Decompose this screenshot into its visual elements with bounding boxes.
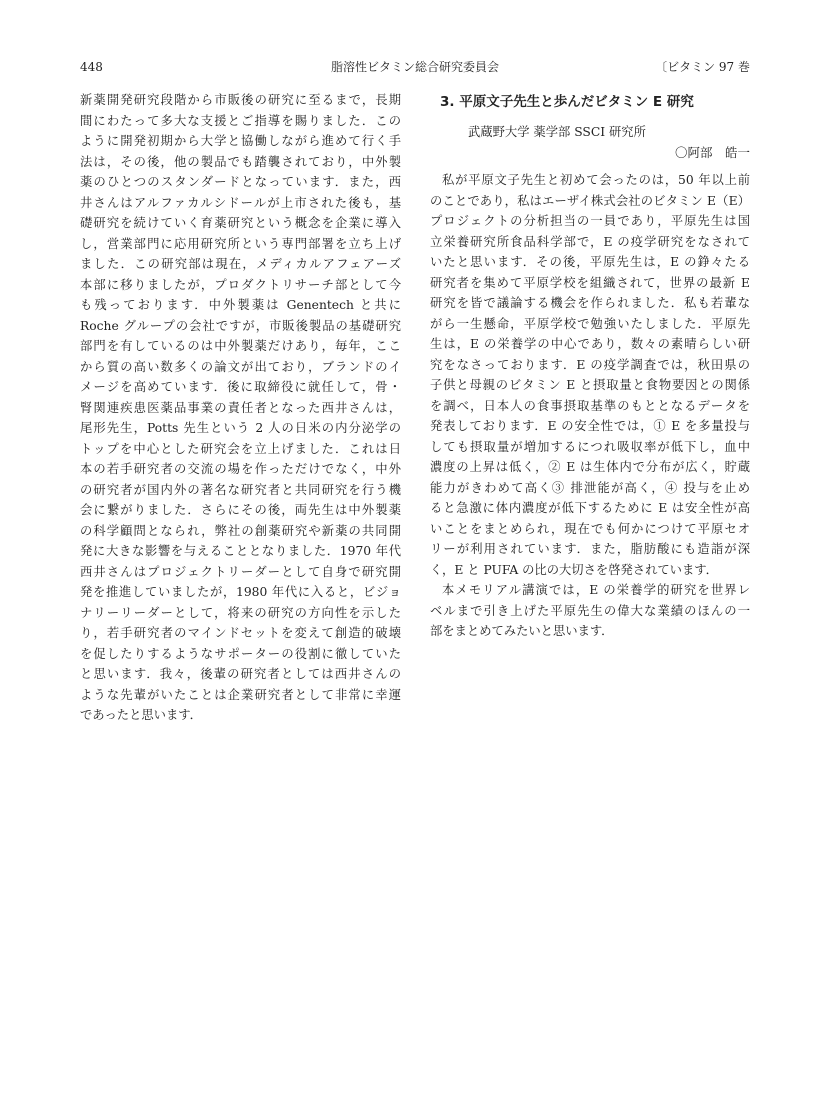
text-line: 子供と母親のビタミン E と摂取量と食物要因との関係 (430, 378, 750, 392)
text-line: し，営業部門に応用研究所という専門部署を立ち上げ (80, 236, 401, 251)
text-line: 発を推進していましたが，1980 年代に入ると，ビジョ (80, 585, 401, 599)
text-line: 濃度の上昇は低く，② E は生体内で分布が広く，貯蔵 (430, 460, 750, 474)
text-line: を促したりするようなサポーターの役割に徹していた (80, 646, 401, 661)
text-line: プロジェクトの分析担当の一員であり，平原先生は国 (430, 214, 750, 228)
text-line: 立栄養研究所食品科学部で，E の疫学研究をなされて (430, 234, 750, 249)
text-line: 井さんはアルファカルシドールが上市された後も，基 (80, 195, 401, 210)
text-line: 部門を有しているのは中外製薬だけあり，毎年，ここ (80, 339, 401, 353)
right-column (430, 90, 750, 642)
text-line: 部をまとめてみたいと思います． (430, 624, 614, 638)
left-column (80, 90, 401, 726)
text-line: 間にわたって多大な支援とご指導を賜りました．この (80, 113, 401, 128)
text-line: ように開発初期から大学と協働しながら進めて行く手 (80, 134, 401, 148)
text-line: 能力がきわめて高く③ 排泄能が高く，④ 投与を止め (430, 480, 750, 495)
text-line: 本部に移りましたが，プロダクトリサーチ部として今 (80, 277, 401, 292)
text-line: と思います．我々，後輩の研究者としては西井さんの (80, 667, 401, 681)
text-line: 薬のひとつのスタンダードとなっています．また，西 (80, 175, 401, 189)
text-line: トップを中心とした研究会を立上げました．これは日 (80, 441, 401, 456)
author-name: 〇阿部 皓一 (674, 144, 750, 160)
text-line: も残っております．中外製薬は Genentech と共に (80, 298, 401, 312)
text-line: 西井さんはプロジェクトリーダーとして自身で研究開 (80, 564, 401, 579)
paragraph-2 (430, 580, 750, 642)
text-line: 究をなさっております．E の疫学調査では，秋田県の (430, 357, 750, 372)
text-line: 法は，その後，他の製品でも踏襲されており，中外製 (80, 154, 401, 169)
text-line: 研究を皆で議論する機会を作られました．私も若輩な (430, 296, 750, 310)
text-line: 本の若手研究者の交流の場を作っただけでなく，中外 (80, 462, 401, 476)
paragraph-1 (430, 170, 750, 580)
running-header (80, 58, 750, 76)
author-affiliation: 武蔵野大学 薬学部 SSCI 研究所 (468, 125, 646, 139)
text-line: がら一生懸命，平原学校で勉強いたしました．平原先 (430, 316, 750, 331)
text-line: く，E と PUFA の比の大切さを啓発されています． (430, 562, 718, 577)
text-line: 本メモリアル講演では，E の栄養学的研究を世界レ (442, 583, 750, 597)
page-number: 448 (80, 60, 103, 74)
text-line: ました．この研究部は現在，メディカルアフェアーズ (80, 257, 401, 271)
volume-label: 〔ビタミン 97 巻 (655, 60, 750, 74)
text-line: 会に繋がりました．さらにその後，両先生は中外製薬 (80, 503, 401, 517)
text-line: ると急激に体内濃度が低下するために E は安全性が高 (430, 501, 750, 515)
text-line: 研究者を集めて平原学校を組織されて，世界の最新 E (430, 275, 750, 290)
text-line: ナリーリーダーとして，将来の研究の方向性を示した (80, 605, 401, 620)
text-line: 尾形先生，Potts 先生という 2 人の日米の内分泌学の (80, 421, 401, 435)
text-line: 腎関連疾患医薬品事業の責任者となった西井さんは， (80, 400, 401, 415)
text-line: しても摂取量が増加するにつれ吸収率が低下し，血中 (430, 439, 750, 454)
text-line: を調べ，日本人の食事摂取基準のもととなるデータを (430, 398, 750, 413)
text-line: から質の高い数多くの論文が出ており，ブランドのイ (80, 359, 401, 374)
text-line: の科学顧問となられ，弊社の創薬研究や新薬の共同開 (80, 523, 401, 538)
journal-title: 脂溶性ビタミン総合研究委員会 (330, 60, 499, 74)
section-title: 3. 平原文子先生と歩んだビタミン E 研究 (440, 94, 694, 110)
text-line: リーが利用されています．また，脂肪酸にも造詣が深 (430, 542, 750, 556)
text-line: いたと思います．その後，平原先生は，E の錚々たる (430, 255, 750, 269)
text-line: 新薬開発研究段階から市販後の研究に至るまで，長期 (80, 93, 401, 107)
text-line: り，若手研究者のマインドセットを変えて創造的破壊 (80, 626, 401, 640)
text-line: の研究者が国内外の著名な研究者と共同研究を行う機 (80, 482, 401, 497)
text-line: 私が平原文子先生と初めて会ったのは，50 年以上前 (442, 173, 750, 187)
text-line: いことをまとめられ，現在でも何かにつけて平原セオ (430, 521, 750, 536)
text-line: ベルまで引き上げた平原先生の偉大な業績のほんの一 (430, 603, 750, 618)
text-line: 発に大きな影響を与えることとなりました．1970 年代 (80, 544, 401, 558)
text-line: 礎研究を続けていく育薬研究という概念を企業に導入 (80, 216, 401, 230)
text-line: ような先輩がいたことは企業研究者として非常に幸運 (80, 687, 401, 702)
text-line: メージを高めています．後に取締役に就任して，骨・ (80, 380, 401, 394)
text-line: 発表しております．E の安全性では，① E を多量投与 (430, 419, 750, 433)
text-line: のことであり，私はエーザイ株式会社のビタミン E（E） (430, 193, 750, 208)
text-line: Roche グループの会社ですが，市販後製品の基礎研究 (80, 318, 401, 333)
text-line: であったと思います． (80, 708, 202, 722)
text-line: 生は，E の栄養学の中心であり，数々の素晴らしい研 (430, 337, 750, 351)
